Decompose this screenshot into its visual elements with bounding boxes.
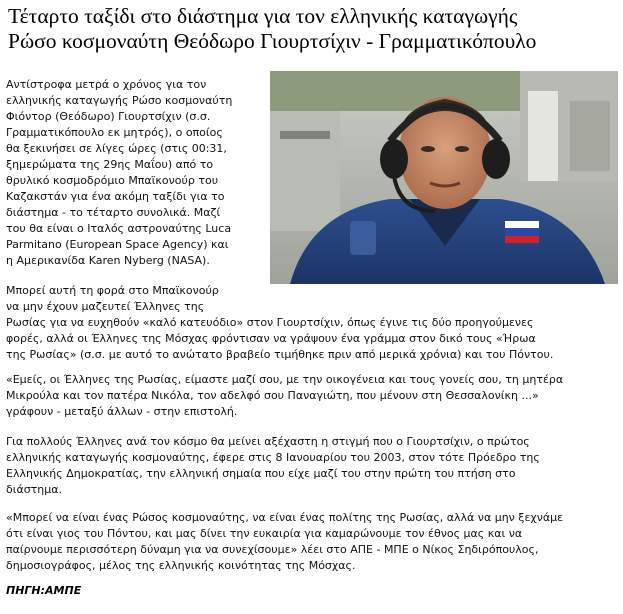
title-line: Τέταρτο ταξίδι στο διάστημα για τον ελληνικής καταγωγής <box>8 4 518 28</box>
text-line: Μικρούλα και τον πατέρα Νικόλα, τον αδελφό σου Παναγιώτη, που μένουν στη Θεσσαλονίκη ...» <box>6 389 539 402</box>
text-line: Φιόντορ (Θεόδωρο) Γιουρτσίχιν (σ.σ. <box>6 110 211 123</box>
text-line: παίρνουμε περισσότερη δύναμη για να συνεχίσουμε» λέει στο ΑΠΕ - ΜΠΕ ο Νίκος Σηδιρόπουλος, <box>6 543 539 556</box>
text-line: του θα είναι ο Ιταλός αστροναύτης Luca <box>6 222 232 235</box>
text-line: ξημερώματα της 29ης Μαΐου) από το <box>6 158 214 171</box>
text-line: Αντίστροφα μετρά ο χρόνος για τον <box>6 78 207 91</box>
text-line: θα ξεκινήσει σε λίγες ώρες (στις 00:31, <box>6 142 227 155</box>
text-line: φορές, αλλά οι Έλληνες της Μόσχας φρόντισαν να γράψουν ένα γράμμα στον δικό τους «Ήρωα <box>6 332 536 345</box>
text-line: διάστημα. <box>6 483 63 496</box>
text-line: γράφουν - μεταξύ άλλων - στην επιστολή. <box>6 405 238 418</box>
text-line: ελληνικής καταγωγής κοσμοναύτης, έφερε στις 8 Ιανουαρίου του 2003, στον τότε Πρόεδρο της <box>6 451 540 464</box>
text-line: Ελληνικής Δημοκρατίας, την ελληνική σημαία που είχε μαζί του στην πρώτη του πτήση στο <box>6 467 516 480</box>
text-line: Για πολλούς Έλληνες ανά τον κόσμο θα μείνει αξέχαστη η στιγμή που ο Γιουρτσίχιν, ο πρώτος <box>6 435 530 448</box>
text-line: να μην έχουν μαζευτεί Έλληνες της <box>6 300 205 313</box>
text-line: ότι είναι γιος του Πόντου, και μας δίνει την ευκαιρία για καμαρώνουμε τον έθνος μας και να <box>6 527 523 540</box>
text-line: Γραμματικόπουλο εκ μητρός), ο οποίος <box>6 126 223 139</box>
text-line: της Ρωσίας» (σ.σ. με αυτό το ανώτατο βραβείο τιμήθηκε πριν από μερικά χρόνια) και του Πόντου. <box>6 348 554 361</box>
text-line: θρυλικό κοσμοδρόμιο Μπαϊκονούρ του <box>6 174 219 187</box>
title-line: Ρώσο κοσμοναύτη Θεόδωρο Γιουρτσίχιν - Γραμματικόπουλο <box>8 29 537 53</box>
text-line: Parmitano (European Space Agency) και <box>6 238 229 251</box>
text-line: η Αμερικανίδα Karen Nyberg (NASA). <box>6 254 210 267</box>
paragraph-quote <box>6 372 618 420</box>
text-line: «Εμείς, οι Έλληνες της Ρωσίας, είμαστε μαζί σου, με την οικογένεια και τους γονείς σου, τη μητέρα <box>6 373 564 386</box>
paragraph-intro <box>6 77 268 269</box>
text-line: Μπορεί αυτή τη φορά στο Μπαϊκονούρ <box>6 284 219 297</box>
text-line: ελληνικής καταγωγής Ρώσο κοσμοναύτη <box>6 94 233 107</box>
paragraph-closing-quote <box>6 510 618 574</box>
paragraph-letter <box>6 283 618 363</box>
cosmonaut-photo <box>270 71 618 284</box>
text-line: δημοσιογράφος, μέλος της ελληνικής κοινότητας της Μόσχας. <box>6 559 356 572</box>
text-line: διάστημα - το τέταρτο συνολικά. Μαζί <box>6 206 221 219</box>
article-title <box>8 4 618 54</box>
paragraph-flag <box>6 434 618 498</box>
text-line: «Μπορεί να είναι ένας Ρώσος κοσμοναύτης, να είναι ένας πολίτης της Ρωσίας, αλλά να μην ξεχνάμε <box>6 511 564 524</box>
source-credit: ΠΗΓΗ:ΑΜΠΕ <box>6 584 82 597</box>
text-line: Ρωσίας για να ευχηθούν «καλό κατευόδιο» στον Γιουρτσίχιν, όπως έγινε τις δύο προηγούμενες <box>6 316 534 329</box>
text-line: Καζακστάν για ένα ακόμη ταξίδι για το <box>6 190 225 203</box>
